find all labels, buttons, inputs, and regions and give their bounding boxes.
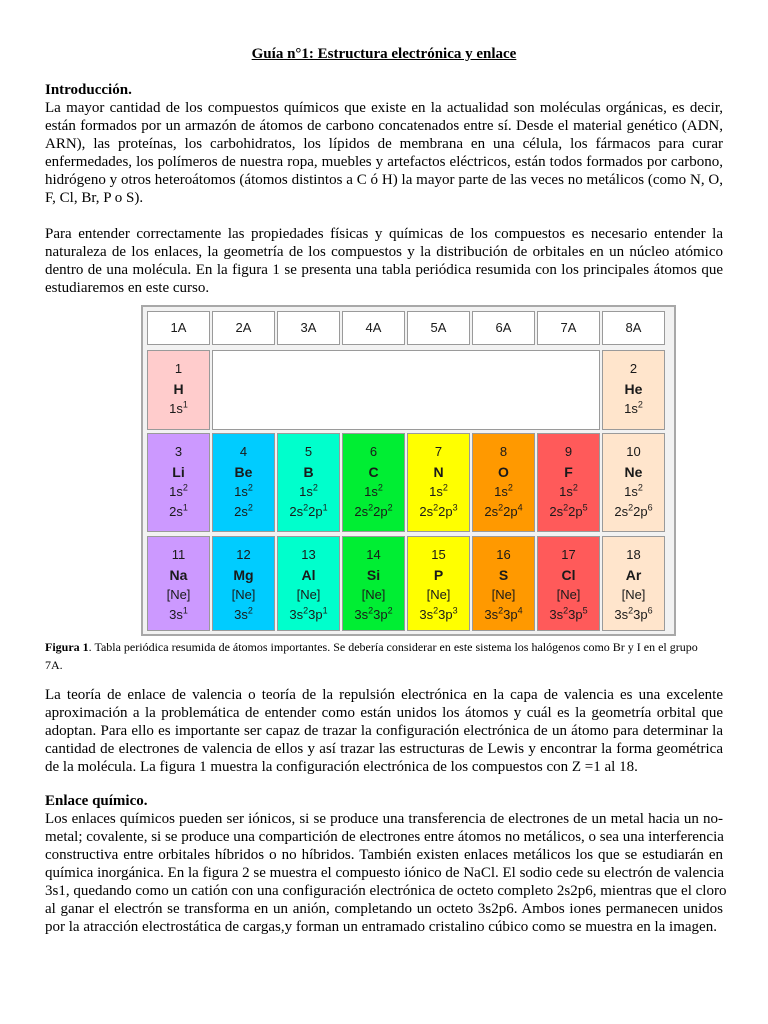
atomic-number: 6 (369, 444, 378, 459)
electron-config: $1s^2$ (494, 482, 513, 499)
intro-p2-line: naturaleza de los enlaces, la geometría de los compuestos y la distribución de orbitales en un núcleo atómico (45, 244, 723, 260)
atomic-number: 2 (629, 361, 638, 376)
element-symbol: F (564, 464, 573, 480)
element-symbol: Al (301, 567, 316, 583)
electron-config: $1s^2$ (364, 482, 383, 499)
element-cell (147, 536, 210, 631)
element-symbol: Be (234, 464, 253, 480)
electron-config-valence: $3s^23p^3$ (419, 605, 458, 622)
table-gap (212, 350, 600, 430)
atomic-number: 14 (366, 547, 381, 562)
electron-config-valence: $2s^22p^3$ (419, 502, 458, 519)
electron-config: [Ne] (621, 587, 646, 602)
enlace-p-line: por la atracción electrostática de cargas,y forman un entramado cristalino cúbico como se muestra en la imagen. (45, 919, 717, 935)
group-header: 7A (537, 311, 600, 345)
figure-1-caption (45, 638, 723, 674)
electron-config-valence: $2s^22p^5$ (549, 502, 588, 519)
electron-config-valence: $2s^22p^1$ (289, 502, 328, 519)
electron-config: $1s^2$ (169, 482, 188, 499)
enlace-p-line: constructiva entre orbitales híbridos o no híbridos. También existen enlaces metálicos los que se estudiarán en (45, 847, 723, 863)
electron-config: [Ne] (556, 587, 581, 602)
atomic-number: 12 (236, 547, 251, 562)
electron-config-valence: $2s^1$ (169, 502, 188, 519)
element-symbol: Ne (624, 464, 643, 480)
group-header: 5A (407, 311, 470, 345)
electron-config: $1s^2$ (559, 482, 578, 499)
intro-p1-line: enfermedades, los polímeros de nuestra ropa, muebles y artefactos eléctricos, están todos formados por carbono, (45, 154, 723, 170)
electron-config: $1s^2$ (234, 482, 253, 499)
enlace-heading: Enlace químico. (45, 793, 148, 809)
element-symbol: B (303, 464, 314, 480)
electron-config: [Ne] (361, 587, 386, 602)
atomic-number: 10 (626, 444, 641, 459)
group-header: 6A (472, 311, 535, 345)
enlace-p-line: al ganar el electrón se transforma en un anión, completando un octeto 3s2p6. Ambos iones permanecen unidos (45, 901, 723, 917)
valence-p-line: aproximación a la problemática de entender como están unidos los átomos y cuál es la geometría orbital que (45, 705, 723, 721)
element-cell (472, 536, 535, 631)
group-header: 8A (602, 311, 665, 345)
intro-paragraph-2 (45, 225, 723, 297)
intro-p1-line: F, Cl, Br, P o S). (45, 190, 144, 206)
intro-p2-line: estudiaremos en este curso. (45, 280, 210, 296)
element-cell (472, 433, 535, 532)
electron-config-valence: $2s^22p^2$ (354, 502, 393, 519)
element-cell (342, 433, 405, 532)
element-cell (602, 350, 665, 430)
electron-config: $1s^1$ (169, 399, 188, 416)
caption-text: . Tabla periódica resumida de átomos importantes. Se debería considerar en este sistema los halógenos como Br y I en el grupo (88, 640, 698, 654)
atomic-number: 3 (174, 444, 183, 459)
electron-config-valence: $3s^23p^4$ (484, 605, 523, 622)
electron-config: $1s^2$ (429, 482, 448, 499)
element-symbol: Cl (561, 567, 576, 583)
electron-config-valence: $2s^22p^6$ (614, 502, 653, 519)
element-symbol: H (173, 381, 184, 397)
electron-config-valence: $3s^23p^6$ (614, 605, 653, 622)
caption-text-2: 7A. (45, 658, 63, 672)
electron-config: [Ne] (491, 587, 516, 602)
caption-label: Figura 1 (45, 640, 89, 654)
element-symbol: O (498, 464, 509, 480)
element-symbol: Na (169, 567, 188, 583)
element-cell (602, 536, 665, 631)
atomic-number: 8 (499, 444, 508, 459)
element-symbol: Mg (233, 567, 254, 583)
atomic-number: 7 (434, 444, 443, 459)
electron-config: [Ne] (426, 587, 451, 602)
enlace-p-line: Los enlaces químicos pueden ser iónicos, si se produce una transferencia de electrones de un metal hacia un no- (45, 811, 723, 827)
element-symbol: C (368, 464, 379, 480)
element-cell (342, 536, 405, 631)
electron-config-valence: $3s^2$ (234, 605, 253, 622)
electron-config: $1s^2$ (624, 482, 643, 499)
intro-p1-line: hidrógeno y otros heteroátomos (átomos distintos a C ó H) la mayor parte de las veces no metálicos (como N, O, (45, 172, 723, 188)
electron-config-valence: $3s^23p^5$ (549, 605, 588, 622)
electron-config: $1s^2$ (299, 482, 318, 499)
element-cell (212, 433, 275, 532)
electron-config: [Ne] (166, 587, 191, 602)
element-symbol: Li (172, 464, 185, 480)
enlace-paragraph (45, 810, 727, 936)
atomic-number: 15 (431, 547, 446, 562)
intro-p1-line: ARN), las proteínas, los carbohidratos, los lípidos de membrana en una célula, los fármacos para curar (45, 136, 723, 152)
valence-paragraph (45, 686, 723, 776)
element-cell (537, 433, 600, 532)
element-symbol: Ar (625, 567, 642, 583)
atomic-number: 18 (626, 547, 641, 562)
intro-paragraph-1 (45, 99, 723, 207)
group-header: 3A (277, 311, 340, 345)
atomic-number: 5 (304, 444, 313, 459)
group-header: 1A (147, 311, 210, 345)
intro-p2-line: dentro de una molécula. En la figura 1 se presenta una tabla periódica resumida con los principales átomos que (45, 262, 723, 278)
enlace-p-line: química inorgánica. En la figura 2 se muestra el compuesto iónico de NaCl. El sodio cede su electrón de valencia (45, 865, 725, 881)
group-header: 4A (342, 311, 405, 345)
element-cell (277, 433, 340, 532)
electron-config-valence: $3s^23p^1$ (289, 605, 328, 622)
atomic-number: 1 (174, 361, 183, 376)
intro-p1-line: La mayor cantidad de los compuestos químicos que existe en la actualidad son moléculas orgánicas, es decir, (45, 100, 723, 116)
electron-config: [Ne] (231, 587, 256, 602)
electron-config-valence: $2s^22p^4$ (484, 502, 523, 519)
page-title: Guía n°1: Estructura electrónica y enlace (251, 46, 517, 62)
enlace-p-line: 3s1, quedando como un catión con una configuración electrónica de octeto completo 2s2p6, mientras que el cloro (45, 883, 727, 899)
group-header: 2A (212, 311, 275, 345)
periodic-table-figure (141, 305, 676, 636)
element-cell (147, 433, 210, 532)
element-cell (407, 433, 470, 532)
atomic-number: 4 (239, 444, 248, 459)
valence-p-line: adoptan. Para ello es importante ser capaz de trazar la configuración electrónica de un átomo para determinar la (45, 723, 723, 739)
electron-config: [Ne] (296, 587, 321, 602)
enlace-p-line: metal; covalente, si se produce una compartición de electrones entre átomos no metálicos, o sea una interferencia (45, 829, 724, 845)
valence-p-line: de la molécula. La figura 1 muestra la configuración electrónica de los compuestos con Z =1 al 18. (45, 759, 638, 775)
element-cell (407, 536, 470, 631)
electron-config-valence: $3s^23p^2$ (354, 605, 393, 622)
electron-config-valence: $3s^1$ (169, 605, 188, 622)
intro-p2-line: Para entender correctamente las propiedades físicas y químicas de los compuestos es necesario entender la (45, 226, 723, 242)
element-cell (212, 536, 275, 631)
atomic-number: 13 (301, 547, 316, 562)
element-symbol: Si (366, 567, 381, 583)
electron-config: $1s^2$ (624, 399, 643, 416)
atomic-number: 16 (496, 547, 511, 562)
element-cell (277, 536, 340, 631)
atomic-number: 17 (561, 547, 576, 562)
electron-config-valence: $2s^2$ (234, 502, 253, 519)
element-symbol: He (624, 381, 643, 397)
element-cell (602, 433, 665, 532)
element-symbol: P (433, 567, 444, 583)
valence-p-line: La teoría de enlace de valencia o teoría de la repulsión electrónica en la capa de valencia es una excelente (45, 687, 723, 703)
element-symbol: S (498, 567, 509, 583)
valence-p-line: cantidad de electrones de valencia de ellos y así trazar las estructuras de Lewis y encontrar la forma geométrica (45, 741, 723, 757)
element-cell (147, 350, 210, 430)
atomic-number: 9 (564, 444, 573, 459)
intro-p1-line: están formados por un armazón de átomos de carbono concatenados entre sí. Desde el material genético (ADN, (45, 118, 723, 134)
atomic-number: 11 (171, 547, 186, 562)
intro-heading: Introducción. (45, 82, 132, 98)
element-cell (537, 536, 600, 631)
element-symbol: N (433, 464, 444, 480)
